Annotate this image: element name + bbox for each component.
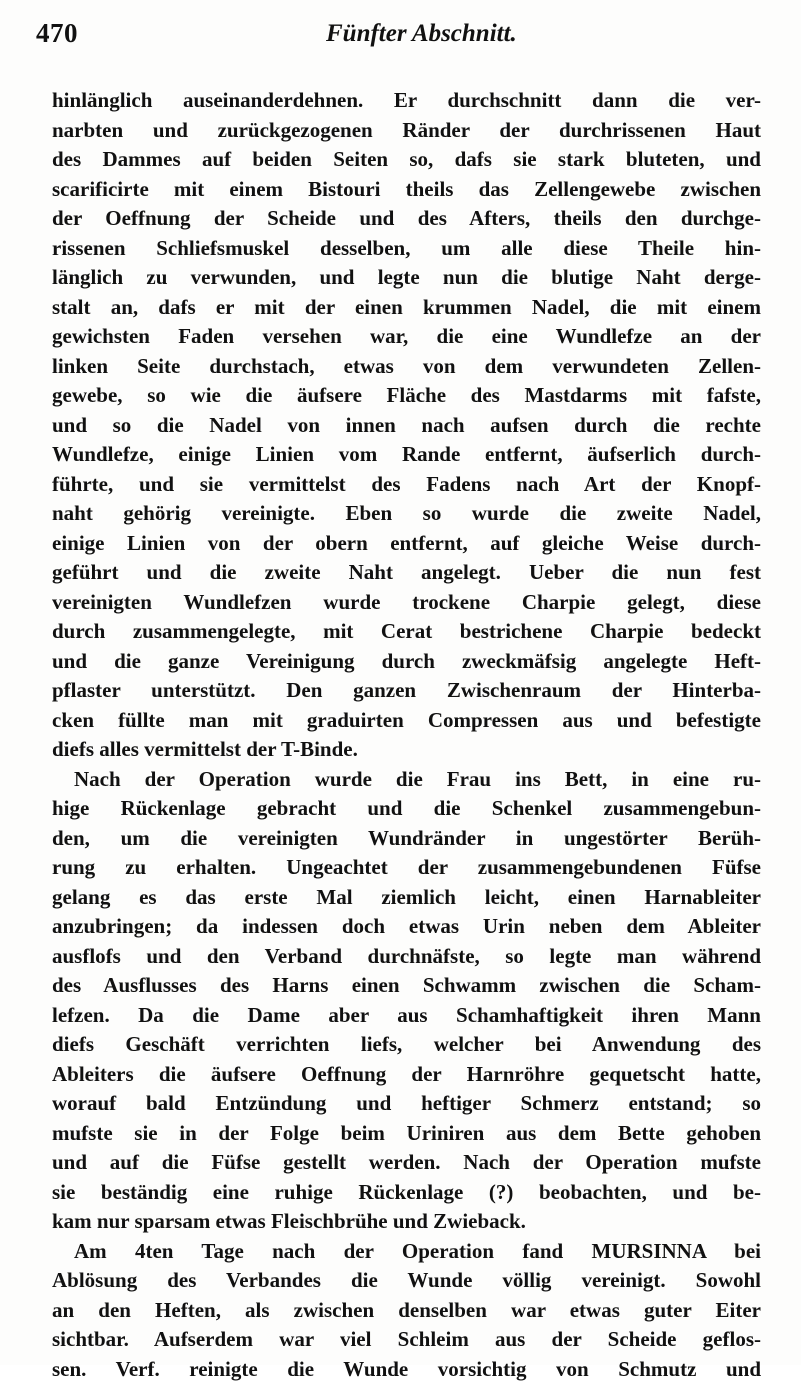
text-line: einige Linien von der obern entfernt, auf gleiche Weise durch-: [52, 529, 761, 559]
text-line: Am 4ten Tage nach der Operation fand MURSINNA bei: [52, 1237, 761, 1267]
text-line: narbten und zurückgezogenen Ränder der durchrissenen Haut: [52, 116, 761, 146]
text-line: sen. Verf. reinigte die Wunde vorsichtig von Schmutz und: [52, 1355, 761, 1384]
page-number: 470: [36, 18, 78, 49]
text-line: Wundlefze, einige Linien vom Rande entfernt, äufserlich durch-: [52, 440, 761, 470]
text-line: länglich zu verwunden, und legte nun die blutige Naht derge-: [52, 263, 761, 293]
running-head: Fünfter Abschnitt.: [326, 20, 517, 48]
text-line: gelang es das erste Mal ziemlich leicht, einen Harnableiter: [52, 883, 761, 913]
text-line: und die ganze Vereinigung durch zweckmäfsig angelegte Heft-: [52, 647, 761, 677]
text-line: naht gehörig vereinigte. Eben so wurde die zweite Nadel,: [52, 499, 761, 529]
text-line: gewebe, so wie die äufsere Fläche des Mastdarms mit fafste,: [52, 381, 761, 411]
text-line: linken Seite durchstach, etwas von dem verwundeten Zellen-: [52, 352, 761, 382]
text-line: rung zu erhalten. Ungeachtet der zusammengebundenen Füfse: [52, 853, 761, 883]
body-text: [52, 86, 761, 1384]
text-line: des Dammes auf beiden Seiten so, dafs sie stark bluteten, und: [52, 145, 761, 175]
text-line: geführt und die zweite Naht angelegt. Ueber die nun fest: [52, 558, 761, 588]
text-line: Ableiters die äufsere Oeffnung der Harnröhre gequetscht hatte,: [52, 1060, 761, 1090]
text-line: hinlänglich auseinanderdehnen. Er durchschnitt dann die ver-: [52, 86, 761, 116]
text-line: Ablösung des Verbandes die Wunde völlig vereinigt. Sowohl: [52, 1266, 761, 1296]
text-line: anzubringen; da indessen doch etwas Urin neben dem Ableiter: [52, 912, 761, 942]
text-line: rissenen Schliefsmuskel desselben, um alle diese Theile hin-: [52, 234, 761, 264]
text-line: hige Rückenlage gebracht und die Schenkel zusammengebun-: [52, 794, 761, 824]
text-line: gewichsten Faden versehen war, die eine Wundlefze an der: [52, 322, 761, 352]
text-line: vereinigten Wundlefzen wurde trockene Charpie gelegt, diese: [52, 588, 761, 618]
text-line: der Oeffnung der Scheide und des Afters, theils den durchge-: [52, 204, 761, 234]
text-line: stalt an, dafs er mit der einen krummen Nadel, die mit einem: [52, 293, 761, 323]
text-line: sie beständig eine ruhige Rückenlage (?) beobachten, und be-: [52, 1178, 761, 1208]
text-line: ausflofs und den Verband durchnäfste, so legte man während: [52, 942, 761, 972]
text-line: diefs Geschäft verrichten liefs, welcher bei Anwendung des: [52, 1030, 761, 1060]
text-line: cken füllte man mit graduirten Compressen aus und befestigte: [52, 706, 761, 736]
text-line: den, um die vereinigten Wundränder in ungestörter Berüh-: [52, 824, 761, 854]
text-line: diefs alles vermittelst der T-Binde.: [52, 735, 761, 765]
text-line: scarificirte mit einem Bistouri theils das Zellengewebe zwischen: [52, 175, 761, 205]
text-line: lefzen. Da die Dame aber aus Schamhaftigkeit ihren Mann: [52, 1001, 761, 1031]
text-line: mufste sie in der Folge beim Uriniren aus dem Bette gehoben: [52, 1119, 761, 1149]
text-line: an den Heften, als zwischen denselben war etwas guter Eiter: [52, 1296, 761, 1326]
page-header: [36, 18, 741, 58]
text-line: pflaster unterstützt. Den ganzen Zwischenraum der Hinterba-: [52, 676, 761, 706]
text-line: und auf die Füfse gestellt werden. Nach der Operation mufste: [52, 1148, 761, 1178]
text-line: kam nur sparsam etwas Fleischbrühe und Zwieback.: [52, 1207, 761, 1237]
text-line: Nach der Operation wurde die Frau ins Bett, in eine ru-: [52, 765, 761, 795]
text-line: worauf bald Entzündung und heftiger Schmerz entstand; so: [52, 1089, 761, 1119]
text-line: des Ausflusses des Harns einen Schwamm zwischen die Scham-: [52, 971, 761, 1001]
text-line: und so die Nadel von innen nach aufsen durch die rechte: [52, 411, 761, 441]
text-line: sichtbar. Aufserdem war viel Schleim aus der Scheide geflos-: [52, 1325, 761, 1355]
text-line: führte, und sie vermittelst des Fadens nach Art der Knopf-: [52, 470, 761, 500]
text-line: durch zusammengelegte, mit Cerat bestrichene Charpie bedeckt: [52, 617, 761, 647]
